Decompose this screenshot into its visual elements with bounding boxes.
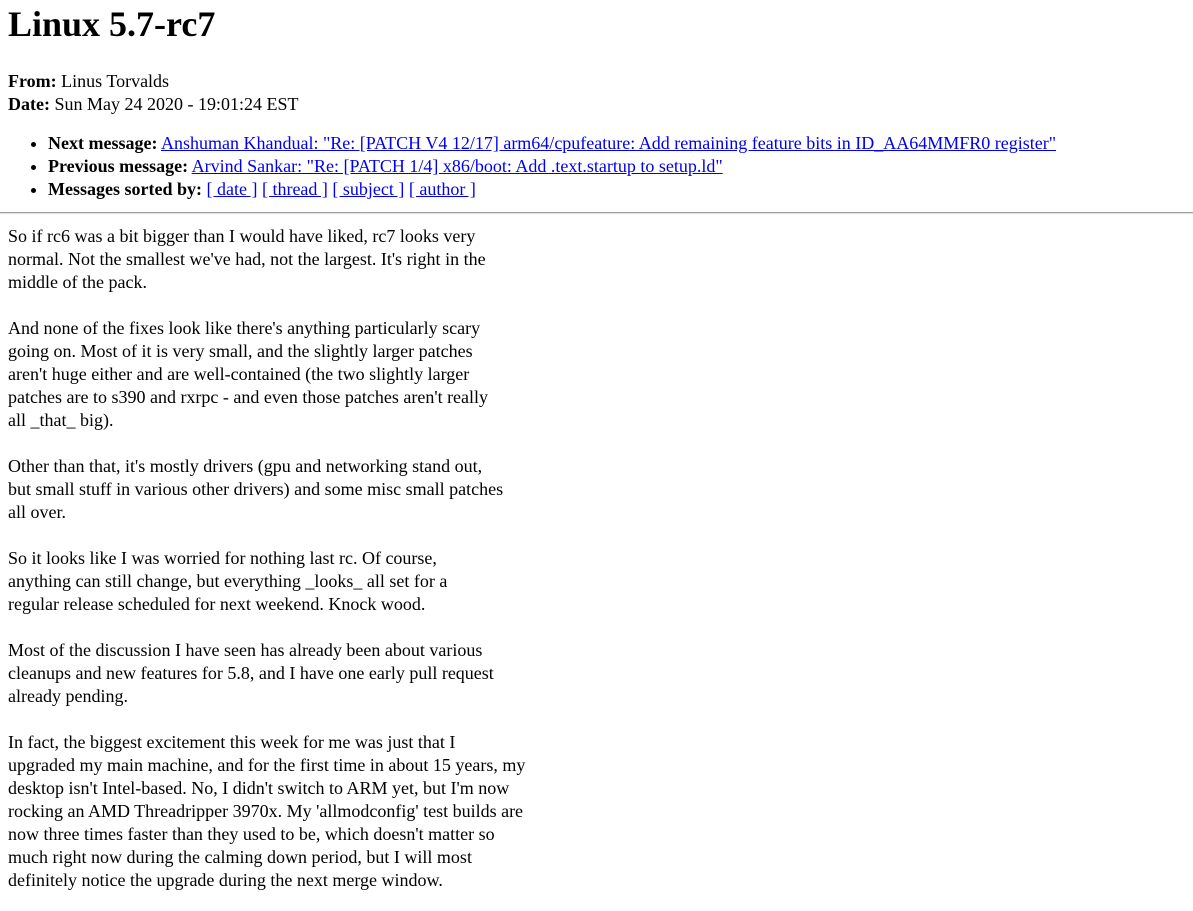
previous-message-label: Previous message: <box>48 156 189 176</box>
date-line <box>8 93 1185 116</box>
next-message-item <box>48 132 1185 155</box>
from-label: From: <box>8 71 57 91</box>
next-message-link[interactable]: Anshuman Khandual: "Re: [PATCH V4 12/17] arm64/cpufeature: Add remaining feature bits in ID_AA64MMFR0 register" <box>160 133 1057 153</box>
next-message-label: Next message: <box>48 133 158 153</box>
header-divider <box>0 212 1193 214</box>
body-paragraph: And none of the fixes look like there's anything particularly scary going on. Most of it is very small, and the slightly larger patches aren't huge either and are well-contained (the two slightly larger patches are to s390 and rxrpc - and even those patches aren't really all _that_ big). <box>8 318 489 430</box>
from-value: Linus Torvalds <box>61 71 170 91</box>
date-label: Date: <box>8 94 50 114</box>
previous-message-item <box>48 155 1185 178</box>
message-headers <box>8 70 1185 116</box>
page-title: Linux 5.7-rc7 <box>8 4 216 44</box>
body-paragraph: Most of the discussion I have seen has already been about various cleanups and new features for 5.8, and I have one early pull request already pending. <box>8 640 494 706</box>
message-navigation <box>8 132 1185 201</box>
previous-message-link[interactable]: Arvind Sankar: "Re: [PATCH 1/4] x86/boot: Add .text.startup to setup.ld" <box>191 156 723 176</box>
from-line <box>8 70 1185 93</box>
message-page <box>0 0 1193 201</box>
body-paragraph: So it looks like I was worried for nothing last rc. Of course, anything can still change, but everything _looks_ all set for a regular release scheduled for next weekend. Knock wood. <box>8 548 448 614</box>
sort-by-subject-link[interactable]: [ subject ] <box>332 179 405 199</box>
date-value: Sun May 24 2020 - 19:01:24 EST <box>54 94 299 114</box>
message-body <box>8 225 1185 892</box>
sort-by-author-link[interactable]: [ author ] <box>408 179 476 199</box>
body-paragraph: In fact, the biggest excitement this week for me was just that I upgraded my main machine, and for the first time in about 15 years, my desktop isn't Intel-based. No, I didn't switch to ARM yet, but I'm now rocking an AMD Threadripper 3970x. My 'allmodconfig' test builds are now three times faster than they used to be, which doesn't matter so much right now during the calming down period, but I will most definitely notice the upgrade during the next merge window. <box>8 732 526 890</box>
body-paragraph: So if rc6 was a bit bigger than I would have liked, rc7 looks very normal. Not the smallest we've had, not the largest. It's right in the middle of the pack. <box>8 226 486 292</box>
body-paragraph: Other than that, it's mostly drivers (gpu and networking stand out, but small stuff in various other drivers) and some misc small patches all over. <box>8 456 504 522</box>
sort-by-thread-link[interactable]: [ thread ] <box>261 179 328 199</box>
sort-by-date-link[interactable]: [ date ] <box>206 179 258 199</box>
sorted-by-item <box>48 178 1185 201</box>
sorted-by-label: Messages sorted by: <box>48 179 202 199</box>
